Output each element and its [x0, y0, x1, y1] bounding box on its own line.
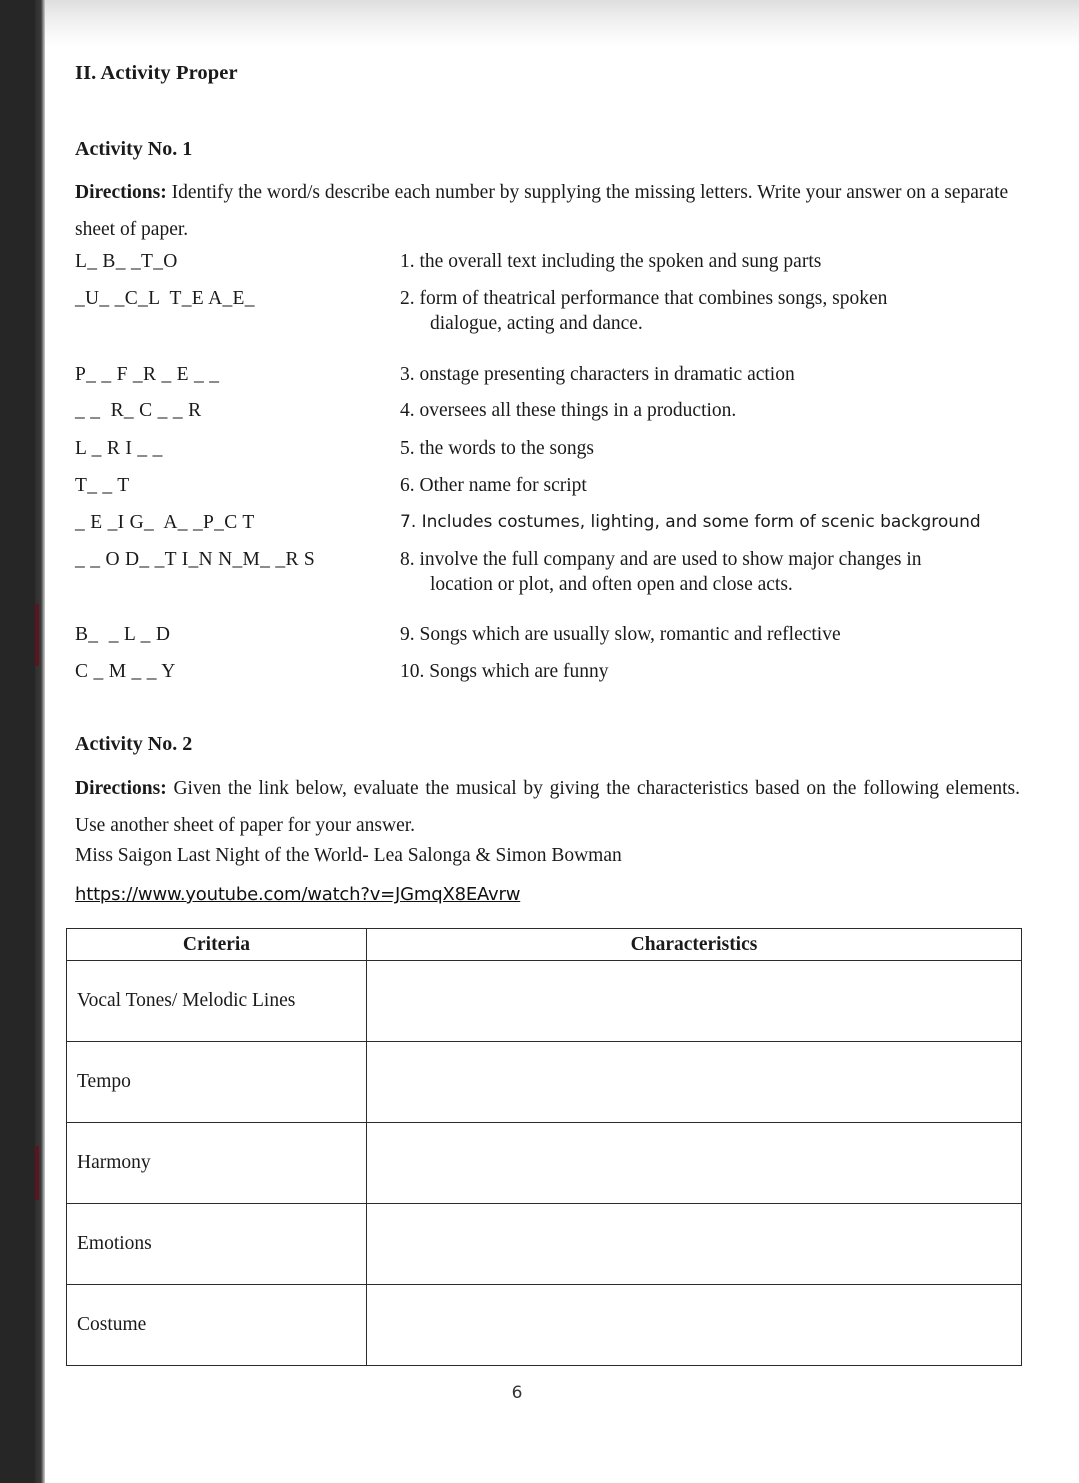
item-number: 9.	[400, 624, 415, 645]
blank-answer-slot[interactable]: _ _ R_ C _ _ R	[75, 400, 202, 421]
activity-2-directions-label: Directions:	[75, 778, 167, 799]
item-number: 4.	[400, 400, 415, 421]
criteria-cell: Vocal Tones/ Melodic Lines	[67, 961, 367, 1042]
scan-top-shadow	[45, 0, 1079, 48]
item-number: 5.	[400, 438, 415, 459]
blank-answer-slot[interactable]: T_ _ T	[75, 475, 130, 496]
matching-item-description	[400, 436, 1025, 461]
blank-answer-slot[interactable]: _U_ _C_L T_E A_E_	[75, 288, 255, 309]
table-header-row	[67, 929, 1022, 961]
criteria-table	[66, 928, 1022, 1366]
item-text: onstage presenting characters in dramatic action	[419, 364, 795, 385]
table-row	[67, 1285, 1022, 1366]
item-text: Songs which are funny	[429, 661, 609, 682]
matching-item-description	[400, 249, 1025, 274]
scan-red-mark	[35, 1146, 39, 1200]
item-text: Includes costumes, lighting, and some form of scenic background	[421, 512, 981, 532]
matching-item-description	[400, 510, 1025, 535]
youtube-link[interactable]: https://www.youtube.com/watch?v=JGmqX8EAvrw	[75, 884, 521, 905]
item-number: 1.	[400, 251, 415, 272]
item-text: involve the full company and are used to show major changes in	[419, 549, 922, 570]
matching-item-description	[400, 473, 1025, 498]
item-text-continuation: dialogue, acting and dance.	[430, 313, 643, 334]
activity-2-directions	[75, 770, 1020, 844]
item-number: 10.	[400, 661, 425, 682]
table-row	[67, 1123, 1022, 1204]
item-text: Songs which are usually slow, romantic and reflective	[419, 624, 841, 645]
item-text-continuation: location or plot, and often open and close acts.	[430, 574, 793, 595]
matching-item-description	[400, 622, 1025, 647]
item-number: 8.	[400, 549, 415, 570]
column-header-characteristics: Characteristics	[367, 929, 1022, 961]
item-text: Other name for script	[419, 475, 587, 496]
matching-item-description	[400, 398, 1025, 423]
item-text: the overall text including the spoken and sung parts	[419, 251, 822, 272]
matching-item-description	[400, 362, 1025, 387]
activity-2-directions-text: Given the link below, evaluate the musical by giving the characteristics based on the following elements. Use another sheet of paper for your answer.	[75, 778, 1020, 836]
matching-item-description	[400, 286, 1025, 336]
item-text: form of theatrical performance that combines songs, spoken	[419, 288, 888, 309]
matching-item-description	[400, 547, 1025, 597]
blank-answer-slot[interactable]: _ E _I G_ A_ _P_C T	[75, 512, 255, 533]
page-number: 6	[511, 1383, 523, 1403]
activity-2-reference: Miss Saigon Last Night of the World- Lea Salonga & Simon Bowman	[75, 845, 622, 866]
blank-answer-slot[interactable]: C _ M _ _ Y	[75, 661, 176, 682]
blank-answer-slot[interactable]: B_ _ L _ D	[75, 624, 171, 645]
scan-edge-shadow	[35, 0, 45, 1483]
table-row	[67, 1042, 1022, 1123]
characteristics-cell[interactable]	[367, 1285, 1022, 1366]
item-number: 3.	[400, 364, 415, 385]
characteristics-cell[interactable]	[367, 1204, 1022, 1285]
table-body	[67, 961, 1022, 1366]
matching-item-description	[400, 659, 1025, 684]
scan-binding-edge	[0, 0, 35, 1483]
table-row	[67, 961, 1022, 1042]
column-header-criteria: Criteria	[67, 929, 367, 961]
blank-answer-slot[interactable]: L _ R I _ _	[75, 438, 163, 459]
blank-answer-slot[interactable]: L_ B_ _T_O	[75, 251, 178, 272]
activity-1-directions-label: Directions:	[75, 182, 167, 203]
activity-1-directions	[75, 174, 1020, 248]
criteria-cell: Harmony	[67, 1123, 367, 1204]
activity-1-directions-text: Identify the word/s describe each number by supplying the missing letters. Write your answer on a separate sheet of paper.	[75, 182, 1009, 240]
section-heading: II. Activity Proper	[75, 62, 238, 84]
blank-answer-slot[interactable]: _ _ O D_ _T I_N N_M_ _R S	[75, 549, 316, 570]
scan-red-mark	[35, 604, 39, 666]
criteria-cell: Costume	[67, 1285, 367, 1366]
item-number: 6.	[400, 475, 415, 496]
characteristics-cell[interactable]	[367, 1123, 1022, 1204]
item-text: the words to the songs	[419, 438, 594, 459]
criteria-cell: Emotions	[67, 1204, 367, 1285]
item-number: 2.	[400, 288, 415, 309]
characteristics-cell[interactable]	[367, 961, 1022, 1042]
characteristics-cell[interactable]	[367, 1042, 1022, 1123]
activity-1-title: Activity No. 1	[75, 138, 193, 160]
item-number: 7.	[400, 512, 417, 532]
blank-answer-slot[interactable]: P_ _ F _R _ E _ _	[75, 364, 220, 385]
item-text: oversees all these things in a production.	[419, 400, 737, 421]
table-row	[67, 1204, 1022, 1285]
activity-2-title: Activity No. 2	[75, 733, 193, 755]
criteria-cell: Tempo	[67, 1042, 367, 1123]
